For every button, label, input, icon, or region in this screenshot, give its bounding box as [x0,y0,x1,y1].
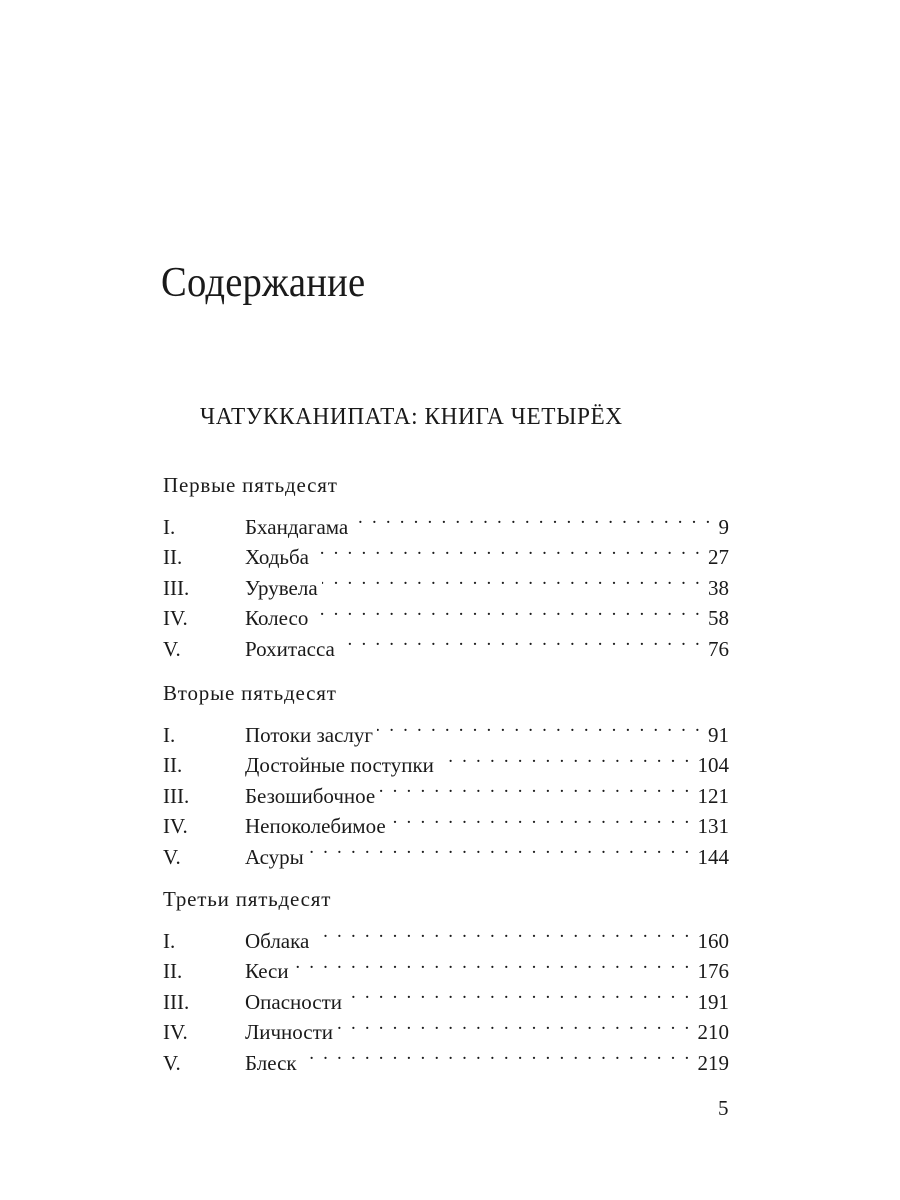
entry-page: 121 [697,783,729,808]
entry-number: II. [163,959,183,983]
entry-number: II. [163,753,183,777]
entry-number: I. [163,514,176,539]
section-heading: Вторые пятьдесят [163,681,337,705]
dot-leader [308,833,692,864]
dot-leader [313,534,702,565]
entry-page: 27 [708,545,729,569]
entry-number: III. [163,989,190,1014]
entry-page: 144 [697,844,729,869]
entry-page: 176 [697,959,729,983]
dot-leader [337,1009,691,1040]
dot-leader [390,803,692,834]
entry-page: 76 [708,636,729,661]
dot-leader [293,948,692,979]
section-heading: Третьи пятьдесят [163,887,332,911]
entry-title: Облака [245,928,310,953]
entry-page: 131 [697,814,729,838]
entry-title: Потоки заслуг [245,722,374,747]
entry-title: Асуры [245,844,304,869]
entry-title: Кеси [245,959,289,983]
entry-title: Достойные поступки [245,753,434,777]
book-title: ЧАТУККАНИПАТА: КНИГА ЧЕТЫРЁХ [200,404,623,430]
entry-number: IV. [163,606,188,630]
dot-leader [377,711,702,742]
entry-number: I. [163,928,176,953]
dot-leader [339,625,702,656]
entry-number: I. [163,722,176,747]
entry-title: Личности [245,1020,334,1044]
dot-leader [312,595,702,626]
entry-title: Опасности [245,989,343,1014]
entry-title: Ходьба [245,545,310,569]
toc-entry[interactable] [163,711,729,747]
entry-number: V. [163,1050,181,1075]
toc-section-second [163,681,729,869]
toc-entry[interactable] [163,503,729,539]
entry-number: V. [163,636,181,661]
entry-title: Блеск [245,1050,297,1075]
entry-number: V. [163,844,181,869]
dot-leader [322,564,702,595]
entry-title: Колесо [245,606,309,630]
section-heading: Первые пятьдесят [163,473,338,497]
entry-title: Урувела [245,575,318,600]
entry-page: 104 [697,753,729,777]
entry-number: IV. [163,1020,188,1044]
dot-leader [438,742,692,773]
dot-leader [301,1039,692,1070]
entry-page: 219 [697,1050,729,1075]
dot-leader [352,503,712,534]
entry-page: 160 [697,928,729,953]
dot-leader [313,917,691,948]
page-title: Содержание [161,260,366,306]
dot-leader [346,978,691,1009]
toc-entry[interactable] [163,917,729,953]
toc-section-third [163,887,729,1075]
entry-title: Бхандагама [245,514,349,539]
entry-title: Непоколебимое [245,814,386,838]
dot-leader [379,772,691,803]
page-number: 5 [718,1096,729,1120]
entry-page: 9 [718,514,729,539]
entry-number: III. [163,783,190,808]
entry-number: IV. [163,814,188,838]
entry-title: Безошибочное [245,783,376,808]
entry-page: 210 [697,1020,729,1044]
entry-page: 58 [708,606,729,630]
entry-number: II. [163,545,183,569]
entry-page: 191 [697,989,729,1014]
entry-page: 91 [708,722,729,747]
entry-title: Рохитасса [245,636,335,661]
toc-section-first [163,473,729,661]
entry-number: III. [163,575,190,600]
entry-page: 38 [708,575,729,600]
